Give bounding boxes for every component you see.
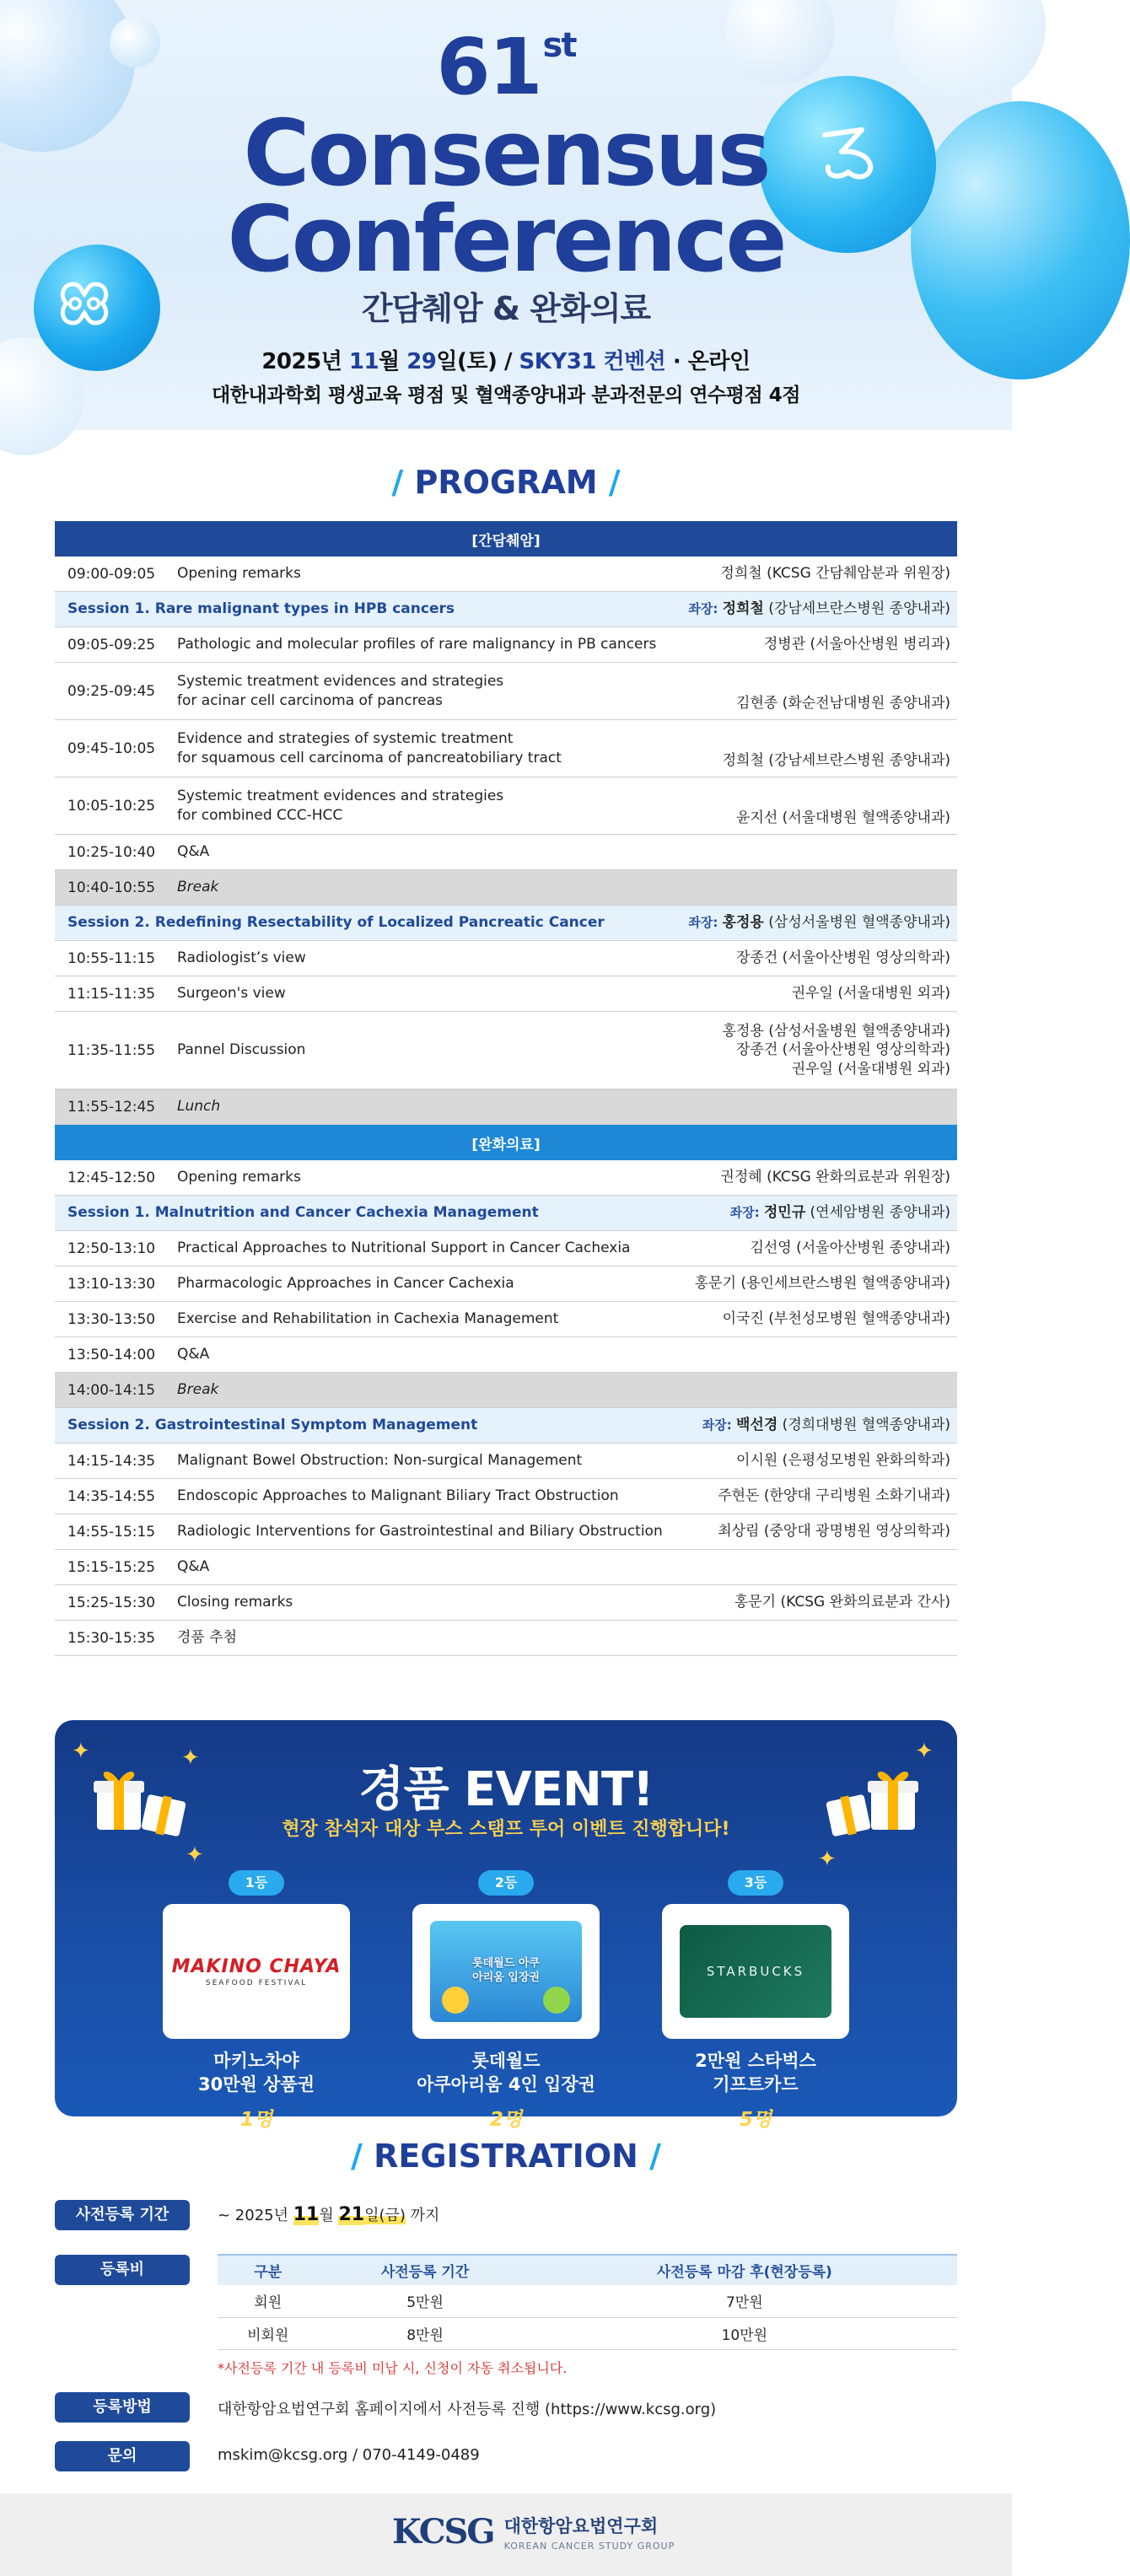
table-row [55, 1160, 957, 1196]
session-time: 10:55-11:15 [67, 949, 156, 967]
session-time: 14:35-14:55 [67, 1487, 156, 1505]
session-row [55, 592, 957, 627]
table-row [55, 1479, 957, 1514]
session-title: Session 1. Rare malignant types in HPB cancers [67, 600, 455, 618]
org-name-korean: 대한항암요법연구회 [503, 2515, 659, 2536]
sparkle-icon: ✦ [181, 1745, 200, 1771]
session-time: 10:05-10:25 [67, 797, 156, 815]
session-time: 14:55-15:15 [67, 1523, 156, 1541]
table-row [55, 1337, 957, 1373]
table-row [55, 663, 957, 720]
session-speaker: 장종건 (서울아산병원 영상의학과) [736, 949, 950, 967]
event-title: 경품 EVENT! [358, 1762, 654, 1817]
session-topic: Pharmacologic Approaches in Cancer Cachexia [177, 1275, 514, 1293]
table-row [55, 1012, 957, 1089]
session-topic: Pannel Discussion [177, 1041, 306, 1059]
prize-first [163, 1870, 350, 2132]
session-speaker: 정희철 (강남세브란스병원 종양내과) [722, 751, 950, 769]
session-time: 10:40-10:55 [67, 879, 156, 896]
session-topic: Surgeon's view [177, 985, 286, 1003]
session-speaker: 이시원 (은평성모병원 완화의학과) [736, 1452, 950, 1470]
table-row [55, 627, 957, 663]
fee-header-early: 사전등록 기간 [318, 2255, 531, 2285]
program-heading: / PROGRAM / [391, 464, 621, 501]
table-row [55, 1585, 957, 1621]
session-title: Session 2. Redefining Resectability of Localized Pancreatic Cancer [67, 914, 605, 932]
prize-rank-badge: 3등 [728, 1870, 783, 1896]
session-time: 15:30-15:35 [67, 1629, 156, 1647]
session-time: 10:25-10:40 [67, 843, 156, 861]
table-row [55, 720, 957, 777]
session-topic: Endoscopic Approaches to Malignant Biliary Tract Obstruction [177, 1487, 619, 1505]
fee-header-onsite: 사전등록 마감 후(현장등록) [532, 2255, 957, 2285]
session-time: 11:55-12:45 [67, 1098, 156, 1116]
session-speaker: 윤지선 (서울대병원 혈액종양내과) [736, 809, 950, 826]
session-time: 15:15-15:25 [67, 1558, 156, 1576]
prize-quantity: 2명 [489, 2108, 523, 2131]
session-topic: Q&A [177, 1558, 210, 1576]
session-time: 15:25-15:30 [67, 1594, 156, 1611]
sparkle-icon: ✦ [72, 1739, 90, 1764]
table-row [55, 1621, 957, 1656]
session-time: 14:00-14:15 [67, 1381, 156, 1399]
session-topic: Opening remarks [177, 565, 301, 583]
session-time: 11:35-11:55 [67, 1041, 156, 1059]
contact-label: 문의 [55, 2441, 190, 2471]
session-topic: Systemic treatment evidences and strategies for acinar cell carcinoma of pancreas [177, 673, 504, 709]
session-time: 11:15-11:35 [67, 985, 156, 1003]
program-table [55, 521, 957, 1656]
session-time: 13:30-13:50 [67, 1310, 156, 1328]
prize-second [412, 1870, 600, 2132]
aquarium-ticket-image [430, 1921, 582, 2022]
session-title: Session 2. Gastrointestinal Symptom Management [67, 1417, 478, 1434]
session-speaker: 김현종 (화순전남대병원 종양내과) [736, 694, 950, 712]
session-time: 09:05-09:25 [67, 636, 156, 653]
session-topic: Practical Approaches to Nutritional Support in Cancer Cachexia [177, 1240, 631, 1257]
prize-logo-card [412, 1904, 600, 2039]
session-topic: Q&A [177, 843, 210, 861]
session-row [55, 906, 957, 941]
session-speaker: 이국진 (부천성모병원 혈액종양내과) [722, 1310, 950, 1328]
session-topic: Opening remarks [177, 1169, 301, 1186]
prize-logo-card [163, 1904, 350, 2039]
session-topic: Radiologic Interventions for Gastrointestinal and Biliary Obstruction [177, 1523, 663, 1541]
conference-title-line2: Conference [227, 187, 785, 293]
prize-name: 롯데월드 아쿠아리움 4인 입장권 [417, 2051, 595, 2095]
session-topic: Evidence and strategies of systemic treatment for squamous cell carcinoma of pancreatobiliary tract [177, 730, 562, 766]
program-band-palliative: [완화의료] [55, 1125, 957, 1160]
table-row [55, 1266, 957, 1302]
contact-text: mskim@kcsg.org / 070-4149-0489 [218, 2446, 480, 2464]
session-row [55, 1408, 957, 1444]
session-time: 09:00-09:05 [67, 565, 156, 583]
fee-table [218, 2254, 957, 2350]
session-topic: 경품 추첨 [177, 1629, 238, 1647]
conference-subtitle: 간담췌암 & 완화의료 [361, 290, 651, 327]
fee-note: *사전등록 기간 내 등록비 미납 시, 신청이 자동 취소됩니다. [218, 2360, 568, 2376]
session-time: 12:50-13:10 [67, 1240, 156, 1257]
session-chair: 좌장: 백선경 (경희대병원 혈액종양내과) [702, 1417, 950, 1434]
prize-name: 마키노차야 30만원 상품권 [198, 2051, 315, 2095]
kcsg-logo-mark: KCSG [392, 2512, 494, 2552]
fee-label: 등록비 [55, 2255, 190, 2285]
fee-header-category: 구분 [218, 2255, 318, 2285]
mascot-icon [543, 1987, 570, 2014]
conference-number: 61st [436, 22, 576, 112]
prize-event-panel [55, 1720, 957, 2131]
program-band-hpb: [간담췌암] [55, 521, 957, 557]
method-text: 대한항암요법연구회 홈페이지에서 사전등록 진행 (https://www.kcsg.org) [218, 2401, 717, 2418]
conference-title-line1: Consensus [243, 101, 769, 207]
session-speaker: 홍문기 (용인세브란스병원 혈액종양내과) [694, 1275, 950, 1293]
org-name-english: KOREAN CANCER STUDY GROUP [503, 2540, 675, 2552]
session-topic: Pathologic and molecular profiles of rare malignancy in PB cancers [177, 636, 657, 653]
session-speaker: 권우일 (서울대병원 외과) [791, 985, 950, 1003]
table-row [55, 835, 957, 870]
prize-rank-badge: 2등 [478, 1870, 534, 1896]
session-topic: Malignant Bowel Obstruction: Non-surgical Management [177, 1452, 583, 1470]
table-row: 회원 5만원 7만원 [218, 2285, 957, 2317]
kcsg-logo [392, 2512, 675, 2552]
table-row [55, 1550, 957, 1585]
session-topic: Break [177, 1381, 219, 1399]
session-speaker: 홍정용 (삼성서울병원 혈액종양내과) 장종건 (서울아산병원 영상의학과) 권우일 (서울대병원 외과) [722, 1023, 950, 1078]
session-speaker: 정희철 (KCSG 간담췌암분과 위원장) [720, 565, 950, 583]
method-label: 등록방법 [55, 2392, 190, 2423]
table-row [55, 557, 957, 592]
period-text: ~ 2025년 11월 21일(금) 까지 [218, 2204, 440, 2225]
session-time: 13:10-13:30 [67, 1275, 156, 1293]
table-row [55, 1231, 957, 1266]
starbucks-logo: STARBUCKS [706, 1964, 805, 1979]
sparkle-icon: ✦ [818, 1847, 837, 1872]
table-row [55, 777, 957, 835]
makino-chaya-logo-sub: SEAFOOD FESTIVAL [205, 1978, 308, 1987]
session-time: 09:25-09:45 [67, 682, 156, 700]
table-row [55, 976, 957, 1012]
sparkle-icon: ✦ [186, 1842, 204, 1868]
starbucks-card-image [680, 1925, 831, 2018]
session-topic: Radiologist’s view [177, 949, 306, 967]
session-topic: Q&A [177, 1346, 210, 1363]
table-row [55, 1302, 957, 1337]
session-chair: 좌장: 정민규 (연세암병원 종양내과) [729, 1204, 950, 1222]
conference-date-venue: 2025년 11월 29일(토) / SKY31 컨벤션 · 온라인 [261, 349, 751, 374]
session-topic: Systemic treatment evidences and strategies for combined CCC-HCC [177, 788, 504, 824]
session-speaker: 권정혜 (KCSG 완화의료분과 위원장) [720, 1169, 950, 1186]
session-topic: Exercise and Rehabilitation in Cachexia Management [177, 1310, 559, 1328]
session-time: 12:45-12:50 [67, 1169, 156, 1186]
hero-banner [0, 0, 1012, 430]
session-chair: 좌장: 홍정용 (삼성서울병원 혈액종양내과) [688, 914, 950, 932]
session-topic: Break [177, 879, 219, 896]
period-label: 사전등록 기간 [55, 2200, 190, 2230]
prize-quantity: 5명 [739, 2108, 772, 2131]
makino-chaya-logo: MAKINO CHAYA [171, 1955, 342, 1977]
prize-third [662, 1870, 849, 2132]
mascot-icon [442, 1987, 469, 2014]
break-row [55, 870, 957, 906]
prize-rank-badge: 1등 [229, 1870, 284, 1896]
break-row [55, 1373, 957, 1408]
table-row [55, 941, 957, 976]
break-row [55, 1089, 957, 1125]
sparkle-icon: ✦ [915, 1739, 934, 1764]
aquarium-ticket-label: 롯데월드 아쿠아리움 입장권 [472, 1957, 540, 1984]
session-topic: Lunch [177, 1098, 221, 1116]
session-chair: 좌장: 정희철 (강남세브란스병원 종양내과) [688, 600, 950, 618]
table-row: 비회원 8만원 10만원 [218, 2317, 957, 2349]
event-subtitle: 현장 참석자 대상 부스 스탬프 투어 이벤트 진행합니다! [282, 1819, 730, 1840]
prize-logo-card [662, 1904, 849, 2039]
prize-name: 2만원 스타벅스 기프트카드 [695, 2051, 816, 2095]
credit-notice: 대한내과학회 평생교육 평점 및 혈액종양내과 분과전문의 연수평점 4점 [212, 385, 800, 406]
prize-quantity: 1명 [239, 2108, 273, 2131]
session-topic: Closing remarks [177, 1594, 293, 1611]
session-speaker: 김선영 (서울아산병원 종양내과) [750, 1240, 950, 1257]
session-speaker: 주현돈 (한양대 구리병원 소화기내과) [718, 1487, 950, 1505]
session-time: 13:50-14:00 [67, 1346, 156, 1363]
session-row [55, 1196, 957, 1231]
session-speaker: 홍문기 (KCSG 완화의료분과 간사) [734, 1594, 950, 1611]
footer [0, 2493, 1012, 2576]
table-row [55, 1444, 957, 1479]
session-time: 09:45-10:05 [67, 739, 156, 757]
table-row [55, 1514, 957, 1550]
session-title: Session 1. Malnutrition and Cancer Cachexia Management [67, 1204, 539, 1222]
session-speaker: 최상림 (중앙대 광명병원 영상의학과) [718, 1523, 950, 1541]
session-speaker: 정병관 (서울아산병원 병리과) [763, 636, 950, 653]
session-time: 14:15-14:35 [67, 1452, 156, 1470]
registration-heading: / REGISTRATION / [351, 2138, 661, 2175]
